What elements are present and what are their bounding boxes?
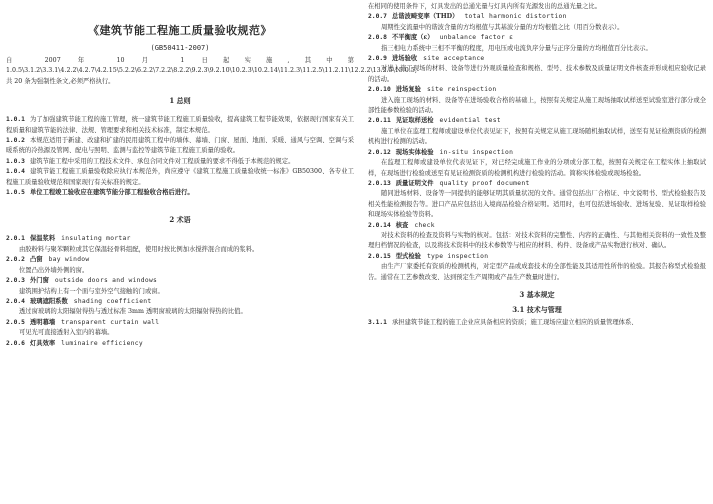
term-definition: 透过窗玻璃的太阳辐射得热与透过标准 3mm 透明窗玻璃的太阳辐射得热的比值。 [19,308,247,316]
term-2-0-1 [6,234,354,244]
term-english: luminaire efficiency [61,339,143,347]
clause-text: 建筑节能工程中采用的工程技术文件、承包合同文件对工程质量的要求不得低于本规范的规定。 [29,157,295,165]
term-number: 2.0.10 [368,86,391,94]
term-english: quality proof document [439,179,530,187]
term-2-0-5 [6,318,354,328]
term-number: 2.0.13 [368,179,391,187]
clause-1-0-2 [6,136,354,157]
term-name: 型式检验 [395,252,421,260]
term-number: 2.0.7 [368,13,387,21]
term-definition: 指三相电力系统中三相不平衡的程度，用电压或电流负序分量与正序分量的方均根值百分比表示。 [381,44,652,52]
term-number: 2.0.4 [6,297,25,305]
clause-number: 1.0.4 [6,168,25,176]
term-2-0-3 [6,276,354,286]
term-definition: 由胶粉料与聚苯颗粒或其它保温轻骨料组配，使用时按比例加水搅拌混合而成的浆料。 [19,245,259,253]
term-definition: 建筑围护结构上有一个面与室外空气接触的门或窗。 [19,287,164,295]
term-2-0-11 [368,116,706,126]
term-name: 保温浆料 [29,235,56,243]
term-name: 现场实体检验 [395,148,434,156]
term-name: 灯具效率 [29,339,56,347]
term-english: bay window [48,256,90,264]
term-name: 不平衡度（ε） [391,34,434,42]
standard-code: (GB50411-2007) [150,44,210,52]
clause-number: 1.0.3 [6,157,25,165]
term-english: insulating mortar [61,235,131,243]
chapter-1-title: 1 总则 [169,96,191,106]
chapter-2-title: 2 术语 [169,215,191,225]
term-number: 2.0.6 [6,339,25,347]
term-english: evidential test [439,117,501,125]
term-name: 玻璃遮阳系数 [29,297,68,305]
term-number: 2.0.5 [6,318,25,326]
term-definition-continued: 在相同的使用条件下，灯具发出的总通光量与灯具内所有光源发出的总通光量之比。 [368,3,601,10]
term-number: 2.0.8 [368,34,387,42]
clause-text: 承担建筑节能工程的施工企业应具备相应的资质；施工现场应建立相应的质量管理体系、 [391,318,638,326]
term-definition: 对进入施工现场的材料、设备等进行外观质量检查和规格、型号、技术参数及质量证明文件核查并形成相应验收记录的活动。 [368,65,706,83]
term-2-0-10 [368,85,706,95]
term-english: check [414,221,435,229]
term-number: 2.0.14 [368,221,391,229]
term-2-0-8 [368,33,706,43]
term-2-0-15 [368,252,706,262]
term-definition: 随同进场材料、设备等一同提供的能够证明其质量状况的文件。通常包括出厂合格证、中文说明书、型式检验报告及相关性能检测报告等。进口产品应包括出入境商品检验合格证明。适用时，也可包括进场验收、进场复验、见证取样检验和现场实体检验等资料。 [368,190,706,219]
term-2-0-6 [6,339,354,349]
term-definition: 进入施工现场的材料、设备等在进场验收合格的基础上，按照有关规定从施工现场抽取试样送至试验室进行部分或全部性能参数检验的活动。 [368,96,706,115]
term-name: 进场验收 [391,55,418,63]
term-english: site reinspection [426,86,497,94]
term-name: 透明幕墙 [29,318,56,326]
clause-number: 3.1.1 [368,318,387,326]
clause-text: 单位工程竣工验收应在建筑节能分部工程验收合格后进行。 [29,189,194,197]
term-name: 外门窗 [29,277,49,285]
chapter-3-title: 3 基本规定 [519,289,555,299]
term-english: site acceptance [423,55,485,63]
term-2-0-12 [368,148,706,158]
document-title: 《建筑节能工程施工质量验收规范》 [88,24,272,37]
term-number: 2.0.2 [6,256,25,264]
clause-text: 为了加强建筑节能工程的施工管理，统一建筑节能工程施工质量验收，提高建筑工程节能效果，依据现行国家有关工程质量和建筑节能的法律、法规、管理要求和相关技术标准，制定本规范。 [6,116,354,134]
term-number: 2.0.9 [368,55,387,63]
clause-text: 本规范适用于新建、改建和扩建的民用建筑工程中的墙体、幕墙、门窗、屋面、地面、采暖、通风与空调、空调与采暖系统的冷热源及管网、配电与照明、监测与监控等建筑节能工程施工质量的验收。 [6,137,354,155]
term-english: outside doors and windows [54,277,158,285]
clause-1-0-3 [6,157,354,167]
term-name: 质量证明文件 [395,179,434,187]
term-english: transparent curtain wall [61,318,160,326]
term-2-0-9 [368,54,706,64]
term-english: shading coefficient [73,297,152,305]
term-number: 2.0.1 [6,235,25,243]
clause-1-0-1 [6,115,354,136]
term-name: 总谐波畸变率（THD） [391,13,459,21]
term-definition: 由生产厂家委托有资质的检测机构，对定型产品或成套技术的全部性能及其适用性所作的检验。其报告称型式检验报告。通常在工艺参数改变、达到预定生产周期或产品生产数量时进行。 [368,263,706,281]
clause-3-1-1 [368,318,706,328]
term-2-0-2 [6,255,354,265]
clause-1-0-4 [6,167,354,188]
term-number: 2.0.11 [368,117,391,125]
term-definition: 施工单位在监理工程师或建设单位代表见证下，按照有关规定从施工现场随机抽取试样，送至有见证检测资质的检测机构进行检测的活动。 [368,127,706,146]
term-2-0-7 [368,12,706,22]
clause-number: 1.0.2 [6,137,25,145]
term-definition: 周期性交流量中的谐波含量的方均根值与其基波分量的方均根值之比（用百分数表示）。 [381,23,624,31]
term-2-0-4 [6,297,354,307]
term-number: 2.0.12 [368,148,391,156]
intro-paragraph: 自 2007 年 10 月 1 日起实施,其中第 1.0.5\3.1.2\3.3.1\4.2.2\4.2.7\4.2.15\5.2.2\6.2.2\7.2.2\8.2.2\9.2.3\9.2.10\10.2.3\10.2.14\11.2.3\11.2.5\11.2.11\12.2.2\13.2.5\15.0.5, 共 20 条为强制性条文,必须严格执行。 [6,57,417,85]
term-definition: 位置凸出外墙外侧的窗。 [19,266,89,274]
clause-text: 建筑节能工程施工质量验收除应执行本规范外，尚应遵守《建筑工程施工质量验收统一标准》GB50300、各专业工程施工质量验收规范和国家现行有关标准的规定。 [6,168,354,186]
term-english: type inspection [426,252,489,260]
term-definition: 可见光可直接透射入室内的幕墙。 [19,329,114,337]
term-definition: 在监理工程师或建设单位代表见证下，对已经完成施工作业的分项或分部工程，按照有关规定在工程实体上抽取试样，在现场进行检验或送至有见证检测资质的检测机构进行检验的活动。简称实体检验或现场检验。 [368,159,706,177]
term-name: 凸窗 [29,256,43,264]
right-column [368,0,706,328]
term-name: 进场复验 [395,86,421,94]
term-definition: 对技术资料的检查及资料与实物的核对。包括：对技术资料的完整性、内容的正确性、与其他相关资料的一致性及整理归档情况的检查，以及将技术资料中的技术参数等与相应的材料、构件、设备或产品实物进行核对、确认。 [368,231,706,250]
clause-number: 1.0.1 [6,116,25,124]
term-2-0-14 [368,221,706,231]
term-name: 核查 [395,221,409,229]
term-number: 2.0.3 [6,277,25,285]
clause-number: 1.0.5 [6,189,25,197]
section-3-1-title: 3.1 技术与管理 [512,304,562,314]
term-2-0-13 [368,179,706,189]
term-english: total harmonic distortion [464,13,567,21]
term-english: in-situ inspection [439,148,514,156]
clause-1-0-5 [6,188,354,198]
term-name: 见证取样送检 [395,117,434,125]
term-english: unbalance factor ε [439,34,514,42]
term-number: 2.0.15 [368,252,391,260]
